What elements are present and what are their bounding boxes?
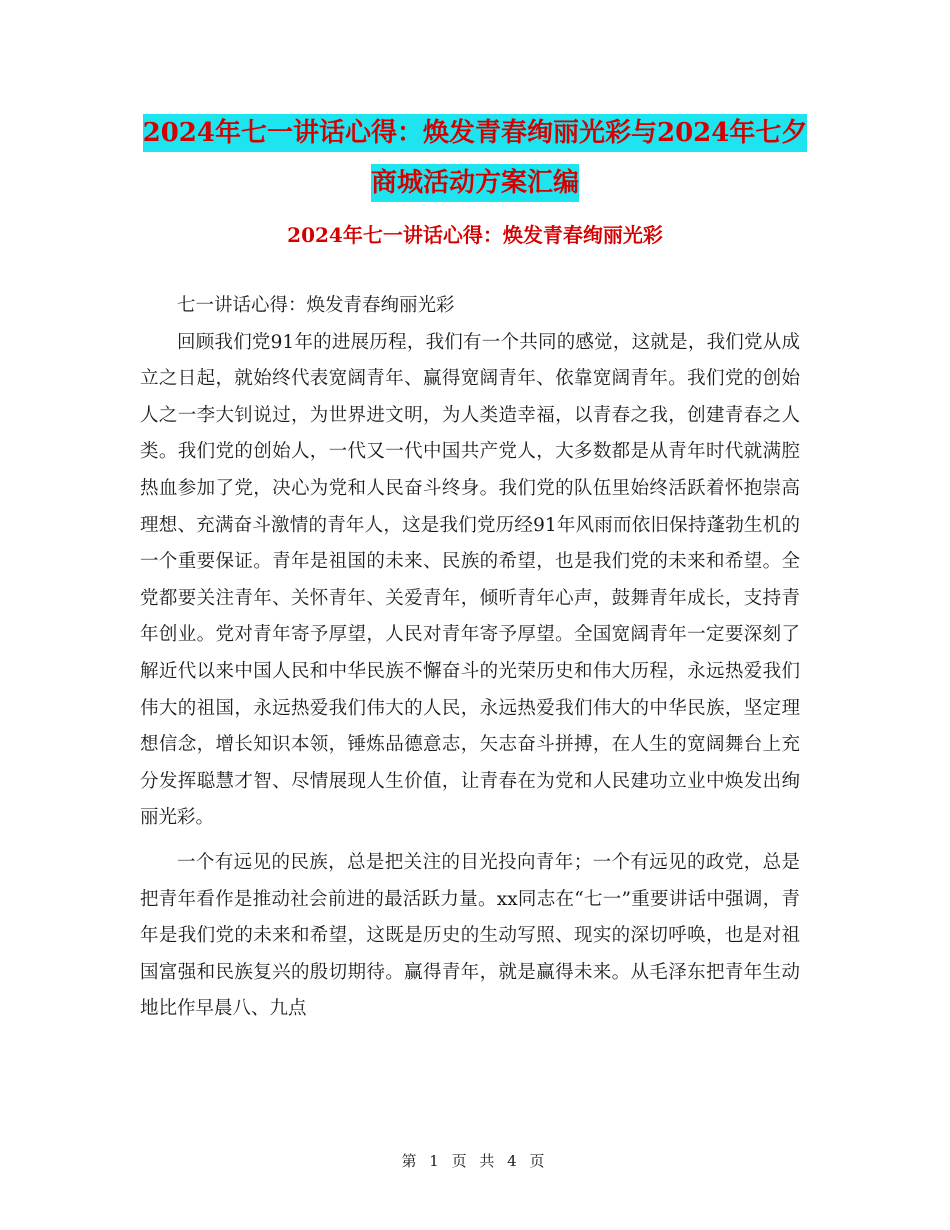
paragraph: 回顾我们党91年的进展历程，我们有一个共同的感觉，这就是，我们党从成立之日起，就始终代表宽阔青年、赢得宽阔青年、依靠宽阔青年。我们党的创始人之一李大钊说过，为世界进文明，为人类造幸福，以青春之我，创建青春之人类。我们党的创始人，一代又一代中国共产党人，大多数都是从青年时代就满腔热血参加了党，决心为党和人民奋斗终身。我们党的队伍里始终活跃着怀抱崇高理想、充满奋斗激情的青年人，这是我们党历经91年风雨而依旧保持蓬勃生机的一个重要保证。青年是祖国的未来、民族的希望，也是我们党的未来和希望。全党都要关注青年、关怀青年、关爱青年，倾听青年心声，鼓舞青年成长，支持青年创业。党对青年寄予厚望，人民对青年寄予厚望。全国宽阔青年一定要深刻了解近代以来中国人民和中华民族不懈奋斗的光荣历史和伟大历程，永远热爱我们伟大的祖国，永远热爱我们伟大的人民，永远热爱我们伟大的中华民族，坚定理想信念，增长知识本领，锤炼品德意志，矢志奋斗拼搏，在人生的宽阔舞台上充分发挥聪慧才智、尽情展现人生价值，让青春在为党和人民建功立业中焕发出绚丽光彩。 <box>140 331 800 829</box>
document-body <box>140 288 800 1028</box>
document-title-text: 2024年七一讲话心得：焕发青春绚丽光彩与2024年七夕商城活动方案汇编 <box>143 114 808 202</box>
page-footer: 第 1 页 共 4 页 <box>401 1152 549 1170</box>
paragraph: 一个有远见的民族，总是把关注的目光投向青年；一个有远见的政党，总是把青年看作是推动社会前进的最活跃力量。xx同志在“七一”重要讲话中强调，青年是我们党的未来和希望，这既是历史的生动写照、现实的深切呼唤，也是对祖国富强和民族复兴的殷切期待。赢得青年，就是赢得未来。从毛泽东把青年生动地比作早晨八、九点 <box>140 851 800 1020</box>
paragraph-intro: 七一讲话心得：焕发青春绚丽光彩 <box>177 295 455 316</box>
document-title <box>140 108 810 208</box>
section-title: 2024年七一讲话心得：焕发青春绚丽光彩 <box>287 223 663 247</box>
